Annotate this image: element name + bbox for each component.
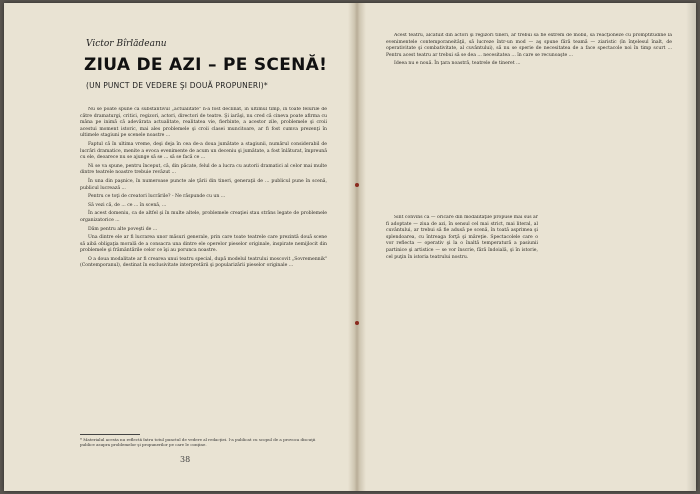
binding-stitch xyxy=(355,321,359,325)
paragraph: O a doua modalitate ar fi crearea unui teatru special, după modelul teatrului moscovit „Sovremennik" (Contemporanul), destinat în exclusivitate interpretării şi popularizării pieselor originale ... xyxy=(80,256,327,269)
footnote: * Materialul acesta nu reflectă întru totul punctul de vedere al redacţiei. l-a publicat cu scopul de a provoca discuţii publice asupra problemelor şi propunerilor pe care le conţine. xyxy=(80,437,316,448)
paragraph: În una din paşnice, în numeroase puncte ale ţării din tineri, generaţii de ... publicul pune în scenă, publicul lucrează ... xyxy=(80,178,327,191)
article-subtitle: (UN PUNCT DE VEDERE ŞI DOUĂ PROPUNERI)* xyxy=(86,81,268,90)
paragraph: Una dintre ele ar fi lucrarea unor măsuri generale, prin care toate teatrele care prezintă două scene să aibă obligaţia morală de a consacra una dintre ele operelor pieselor originale, inspirate nemijlocit din problemele şi frământările celor ce îşi au porunca noastre. xyxy=(80,235,327,254)
footnote-divider xyxy=(80,434,140,435)
paragraph: Sînt convins că — oricare din modalităţile propuse mai sus ar fi adoptate — ziua de azi, în sensul cel mai strict, mai literal, al cuvântului, ar trebui să fie adusă pe scenă, în toată asprimea şi splendoarea, cu întreaga forţă şi măreţie. Spectacolele care o vor reflecta — operativ şi la o înaltă temperatură a pasiunii partinice şi artistice — se vor înscrie, fără îndoială, şi în istorie, cel puţin în istoria teatrului nostru. xyxy=(386,215,538,260)
paragraph: Pentru ce toţi de creatori lucrările? - Ne răspunde cu un ... xyxy=(88,194,226,200)
article-author: Victor Bîrlădeanu xyxy=(86,39,167,49)
paragraph: Acest teatru, alcătuit din actori şi regizori tineri, ar trebui să fie extrem de mobil, să reacţioneze cu promptitudine la evenimentele contemporaneităţii, să lucreze într-un mod — aş spune fără teamă — ziaristic (în înţelesul înalt, de operativitate şi combativitate, al cuvântului), să nu se sperie de necesitatea de a face spectacole noi în timp scurt ... Pentru acest teatru ar trebui să se dea ... necesitatea ... în care se recunoaşte ... xyxy=(386,33,672,58)
page-edge-shadow xyxy=(686,3,696,491)
paragraph: Dăm pentru alte poveşti de ... xyxy=(88,226,158,232)
left-body-column xyxy=(80,107,327,431)
paragraph: Faptul că în ultima vreme, deşi deja în cea de-a doua jumătate a stagiunii, numărul considerabil de lucrări dramatice, menite a evoca evenimente de acum un deceniu şi jumătate, a fost înlăturat, împreună cu ele, deoarece nu se ajunge să se ... să se facă ce ... xyxy=(80,141,327,161)
article-title: ZIUA DE AZI – PE SCENĂ! xyxy=(84,55,328,75)
right-closing-column xyxy=(386,215,538,311)
paragraph: Ni se va spune, pentru început, că, din păcate, felul de a lucra cu autorii dramatici al celor mai multe dintre teatrele noastre trebuie revăzut ... xyxy=(80,163,327,176)
paragraph: Ideea nu e nouă. În ţara noastră, teatrele de tineret ... xyxy=(394,61,521,67)
left-page xyxy=(4,3,348,491)
book-spread xyxy=(4,3,696,491)
right-page xyxy=(366,3,696,491)
book-gutter xyxy=(348,3,366,491)
paragraph: În acest domeniu, ca de altfel şi în multe altele, problemele creaţiei stau strâns legate de problemele organizatorice ... xyxy=(80,211,327,223)
page-number: 38 xyxy=(180,455,191,464)
right-body-column xyxy=(386,33,672,211)
binding-stitch xyxy=(355,183,359,187)
paragraph: Nu se poate spune că substantivul „actualitate" n-a fost declinat, în ultimul timp, în toate felurile de către dramaturgi, critici, regizori, actori, directori de teatre. Şi iarăşi, nu cred că cineva poate afirma cu mâna pe inimă că adevărata actualitate, realitatea vie, fierbinte, a acestor zile, problemele şi croii acestui moment istoric, mai ales problemele şi croii clasei muncitoare, ar fi fost cumva prezenţi în ultimele stagiuni pe scenele noastre ... xyxy=(80,107,327,139)
paragraph: Să vezi că, de ... ce ... în scenă, ... xyxy=(88,202,167,208)
